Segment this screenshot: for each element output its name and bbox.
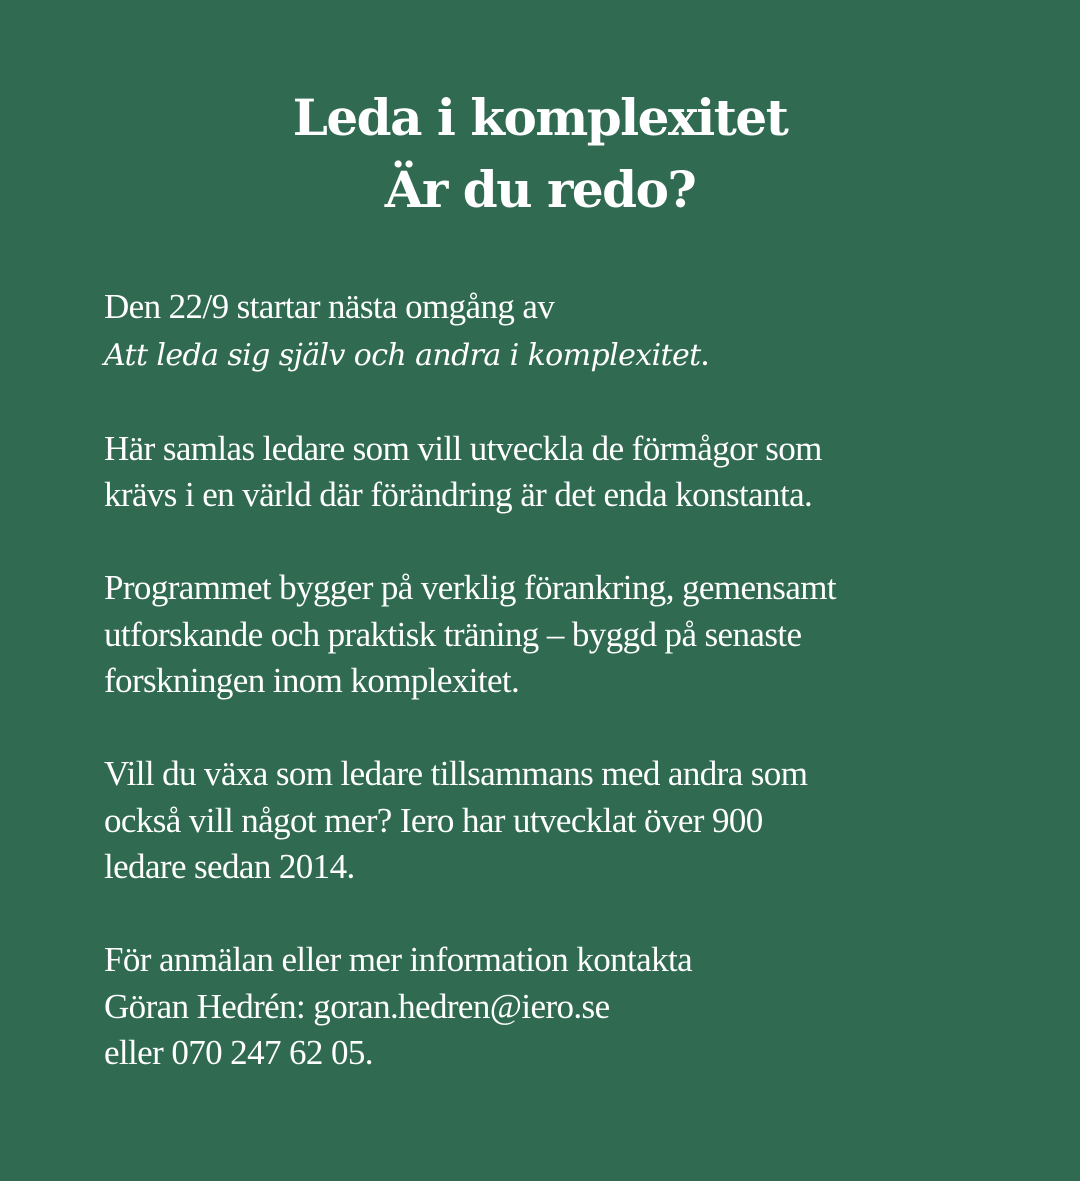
paragraph-line: utforskande och praktisk träning – byggd på senaste (104, 614, 802, 654)
contact-line: För anmälan eller mer information kontakta (104, 940, 693, 979)
title-line-1: Leda i komplexitet (292, 88, 788, 147)
paragraph-program (104, 565, 1024, 705)
paragraph-contact (104, 937, 1024, 1077)
paragraph-line: Vill du växa som ledare tillsammans med andra som (104, 754, 808, 793)
paragraph-line: forskningen inom komplexitet. (104, 661, 520, 700)
paragraph-leaders (104, 426, 1024, 519)
paragraph-line: ledare sedan 2014. (104, 847, 355, 886)
body-text (104, 284, 1024, 1123)
contact-phone-line: eller 070 247 62 05. (104, 1033, 373, 1072)
program-name: Att leda sig själv och andra i komplexitet (104, 337, 701, 373)
program-name-period: . (700, 333, 709, 373)
contact-email-line: Göran Hedrén: goran.hedren@iero.se (104, 986, 610, 1026)
paragraph-line: Programmet bygger på verklig förankring, gemensamt (104, 568, 837, 607)
paragraph-growth (104, 751, 1024, 891)
paragraph-line: Här samlas ledare som vill utveckla de förmågor som (104, 428, 822, 468)
program-name-line (104, 331, 1024, 380)
paragraph-line: också vill något mer? Iero har utvecklat över 900 (104, 800, 763, 840)
intro-paragraph (104, 284, 1024, 379)
title-line-2: Är du redo? (384, 160, 696, 219)
page-title (0, 82, 1080, 226)
intro-line: Den 22/9 startar nästa omgång av (104, 287, 555, 326)
paragraph-line: krävs i en värld där förändring är det enda konstanta. (104, 475, 813, 514)
